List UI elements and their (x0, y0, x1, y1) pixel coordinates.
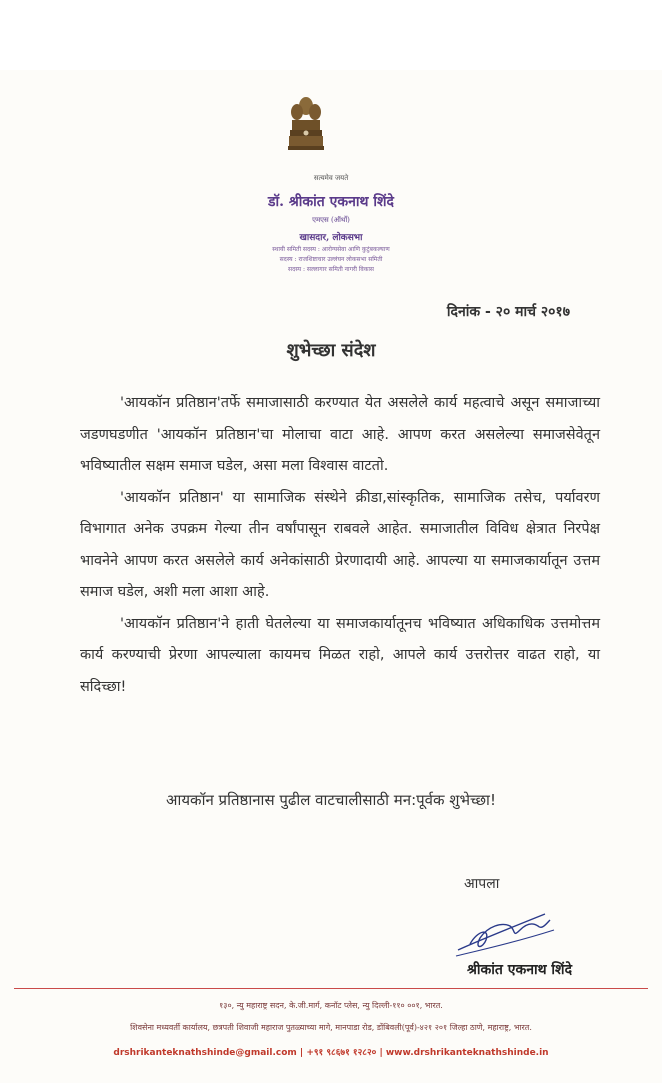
signer-name: श्रीकांत एकनाथ शिंदे (466, 962, 572, 978)
footer-address-delhi: १३०, न्यु महाराष्ट्र सदन, के.जी.मार्ग, कनॉट प्लेस, न्यु दिल्ली-११० ००१, भारत. (219, 1001, 443, 1010)
body-paragraph: 'आयकॉन प्रतिष्ठान'तर्फे समाजासाठी करण्यात येत असलेले कार्य महत्वाचे असून समाजाच्या जडणघडणीत 'आयकॉन प्रतिष्ठान'चा मोलाचा वाटा आहे. आपण करत असलेल्या समाजसेवेतून भविष्यातील सक्षम समाज घडेल, असा मला विश्वास वाटतो. (80, 395, 600, 474)
ashoka-emblem-icon (284, 92, 328, 164)
letterhead-degree: एमएस (ऑर्थो) (312, 216, 350, 224)
letter-heading: शुभेच्छा संदेश (286, 340, 376, 361)
letterhead-post: खासदार, लोकसभा (299, 233, 363, 243)
letter-body (80, 388, 600, 703)
footer-contact: drshrikanteknathshinde@gmail.com | +९१ ९८६७१ १२८२० | www.drshrikanteknathshinde.in (113, 1048, 549, 1058)
letter-page (0, 70, 662, 1083)
closing-wish: आयकॉन प्रतिष्ठानास पुढील वाटचालीसाठी मन:पूर्वक शुभेच्छा! (166, 791, 496, 809)
letter-date: दिनांक - २० मार्च २०१७ (446, 304, 570, 320)
emblem-motto: सत्यमेव जयते (313, 174, 349, 182)
footer-address-dombivli: शिवसेना मध्यवर्ती कार्यालय, छत्रपती शिवाजी महाराज पुतळ्याच्या मागे, मानपाडा रोड, डोंबिवली(पूर्व)-४२१ २०१ जिल्हा ठाणे, महाराष्ट्र, भारत. (130, 1023, 532, 1032)
body-paragraph: 'आयकॉन प्रतिष्ठान'ने हाती घेतलेल्या या समाजकार्यातूनच भविष्यात अधिकाधिक उत्तमोत्तम कार्य करण्याची प्रेरणा आपल्याला कायमच मिळत राहो, आपले कार्य उत्तरोत्तर वाढत राहो, या सदिच्छा! (80, 615, 600, 695)
sign-off: आपला (464, 876, 500, 892)
letterhead-committee: सदस्य : राजशिष्टाचार उल्लंघन लोकसभा समिती (279, 256, 383, 263)
letterhead-name: डॉ. श्रीकांत एकनाथ शिंदे (268, 194, 394, 210)
letterhead-committee: स्थायी समिती सदस्य : आरोग्यसेवा आणि कुटुंबकल्याण (272, 246, 390, 253)
letterhead-committee: सदस्य : सल्लागार समिती नागरी विकास (288, 266, 374, 273)
handwritten-signature (450, 900, 560, 960)
footer-divider (14, 988, 648, 989)
body-paragraph: 'आयकॉन प्रतिष्ठान' या सामाजिक संस्थेने क्रीडा,सांस्कृतिक, सामाजिक तसेच, पर्यावरण विभागात अनेक उपक्रम गेल्या तीन वर्षांपासून राबवले आहेत. समाजातील विविध क्षेत्रात निरपेक्ष भावनेने आपण करत असलेले कार्य अनेकांसाठी प्रेरणादायी आहे. आपल्या या समाजकार्यातून उत्तम समाज घडेल, अशी मला आशा आहे. (80, 489, 600, 600)
